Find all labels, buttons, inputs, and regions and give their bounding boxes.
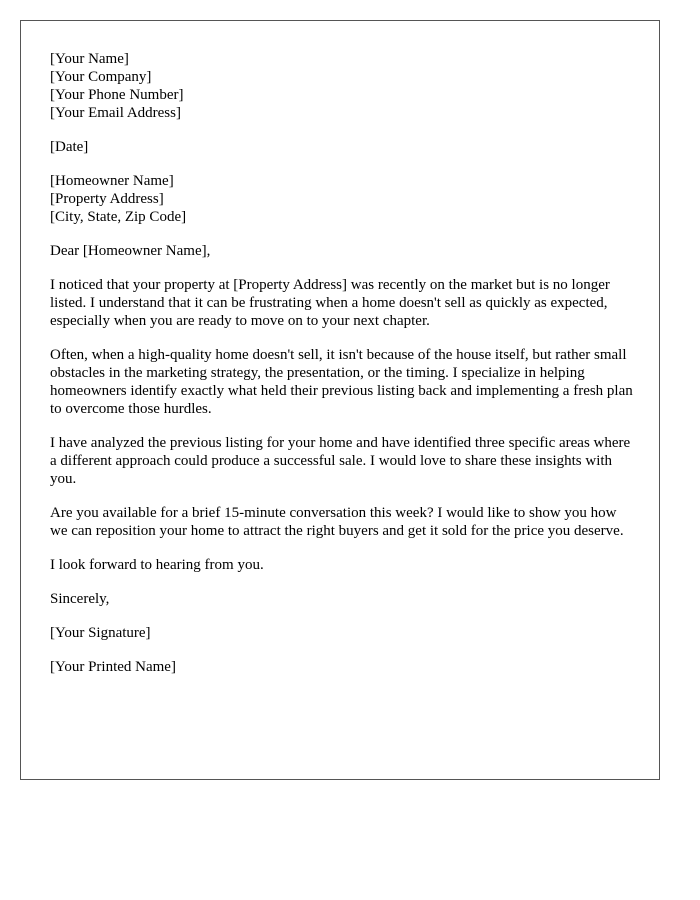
letter-body (50, 50, 634, 692)
letter-page (20, 20, 660, 780)
body-paragraph-1: I noticed that your property at [Property Address] was recently on the market but is no longer listed. I understand that it can be frustrating when a home doesn't sell as quickly as expected, especially when you are ready to move on to your next chapter. (50, 277, 610, 329)
body-paragraph-3: I have analyzed the previous listing for your home and have identified three specific areas where a different approach could produce a successful sale. I would love to share these insights with you. (50, 435, 631, 487)
sender-phone: [Your Phone Number] (50, 87, 184, 103)
sender-email: [Your Email Address] (50, 105, 181, 121)
recipient-city-state-zip: [City, State, Zip Code] (50, 209, 187, 225)
sender-company: [Your Company] (50, 69, 152, 85)
recipient-address: [Property Address] (50, 191, 164, 207)
recipient-block (50, 172, 634, 226)
closing: Sincerely, (50, 591, 110, 607)
salutation: Dear [Homeowner Name], (50, 243, 211, 259)
body-paragraph-5: I look forward to hearing from you. (50, 557, 264, 573)
recipient-name: [Homeowner Name] (50, 173, 174, 189)
body-paragraph-4: Are you available for a brief 15-minute conversation this week? I would like to show you how we can reposition your home to attract the right buyers and get it sold for the price you deserve. (50, 505, 624, 539)
sender-block (50, 50, 634, 122)
sender-name: [Your Name] (50, 51, 129, 67)
printed-name: [Your Printed Name] (50, 659, 176, 675)
body-paragraph-2: Often, when a high-quality home doesn't sell, it isn't because of the house itself, but rather small obstacles in the marketing strategy, the presentation, or the timing. I specialize in helping homeowners identify exactly what held their previous listing back and implementing a fresh plan to overcome those hurdles. (50, 347, 633, 417)
signature: [Your Signature] (50, 625, 151, 641)
date-block (50, 138, 634, 156)
letter-date: [Date] (50, 139, 89, 155)
